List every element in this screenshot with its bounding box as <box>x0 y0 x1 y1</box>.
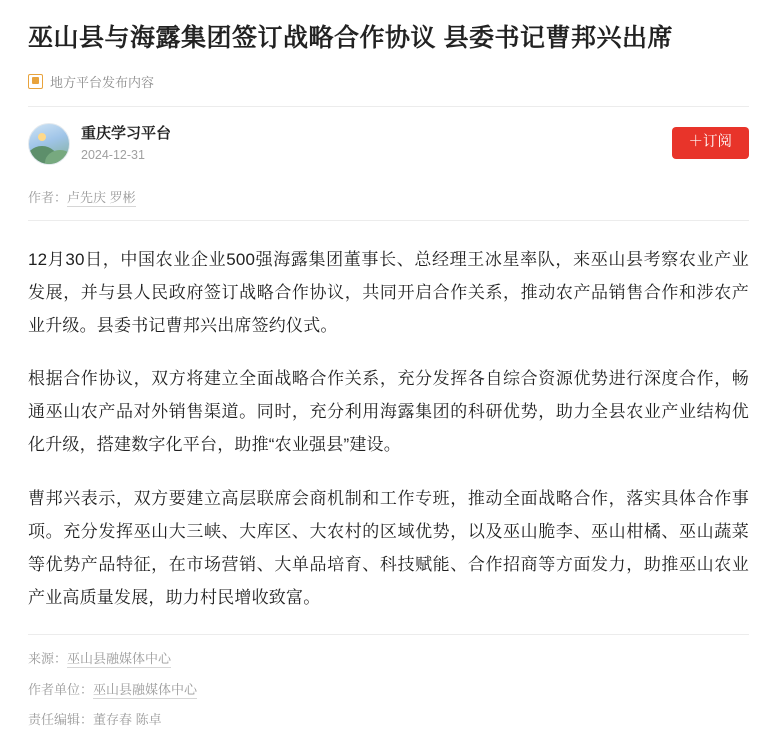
article-body <box>28 243 749 614</box>
square-badge-icon <box>28 74 43 89</box>
content-tag-label: 地方平台发布内容 <box>50 74 155 90</box>
content-tag <box>28 72 749 91</box>
author-row <box>28 187 749 206</box>
article-footer <box>28 634 749 730</box>
publish-date: 2024-12-31 <box>81 148 145 163</box>
footer-unit <box>28 680 749 700</box>
footer-source-label: 来源： <box>28 651 68 667</box>
source-name[interactable]: 重庆学习平台 <box>81 125 172 142</box>
footer-editor-label: 责任编辑： <box>28 712 94 728</box>
footer-editor-value: 董存春 陈卓 <box>93 712 162 728</box>
subscribe-button[interactable]: ＋订阅 <box>672 127 750 159</box>
avatar-sun-icon <box>38 133 46 141</box>
author-label: 作者： <box>28 189 68 205</box>
divider-author <box>28 220 749 221</box>
page-title: 巫山县与海露集团签订战略合作协议 县委书记曹邦兴出席 <box>28 24 673 52</box>
source-row <box>28 123 749 165</box>
footer-editor <box>28 710 749 730</box>
divider-top <box>28 106 749 107</box>
article-paragraph: 曹邦兴表示，双方要建立高层联席会商机制和工作专班，推动全面战略合作，落实具体合作事项。充分发挥巫山大三峡、大库区、大农村的区域优势，以及巫山脆李、巫山柑橘、巫山蔬菜等优势产品特征，在市场营销、大单品培育、科技赋能、合作招商等方面发力，助推巫山农业产业高质量发展，助力村民增收致富。 <box>28 488 749 608</box>
article-paragraph: 根据合作协议，双方将建立全面战略合作关系，充分发挥各自综合资源优势进行深度合作，畅通巫山农产品对外销售渠道。同时，充分利用海露集团的科研优势，助力全县农业产业结构优化升级，搭建数字化平台，助推“农业强县”建设。 <box>28 369 749 455</box>
avatar[interactable] <box>28 123 70 165</box>
article-paragraph: 12月30日，中国农业企业500强海露集团董事长、总经理王冰星率队，来巫山县考察农业产业发展，并与县人民政府签订战略合作协议，共同开启合作关系，推动农产品销售合作和涉农产业升级。县委书记曹邦兴出席签约仪式。 <box>28 249 749 336</box>
footer-unit-label: 作者单位： <box>28 681 94 697</box>
source-meta <box>81 124 171 164</box>
footer-unit-value[interactable]: 巫山县融媒体中心 <box>93 681 198 697</box>
footer-source <box>28 649 749 669</box>
footer-source-value[interactable]: 巫山县融媒体中心 <box>67 651 172 667</box>
author-names: 卢先庆 罗彬 <box>67 189 136 205</box>
